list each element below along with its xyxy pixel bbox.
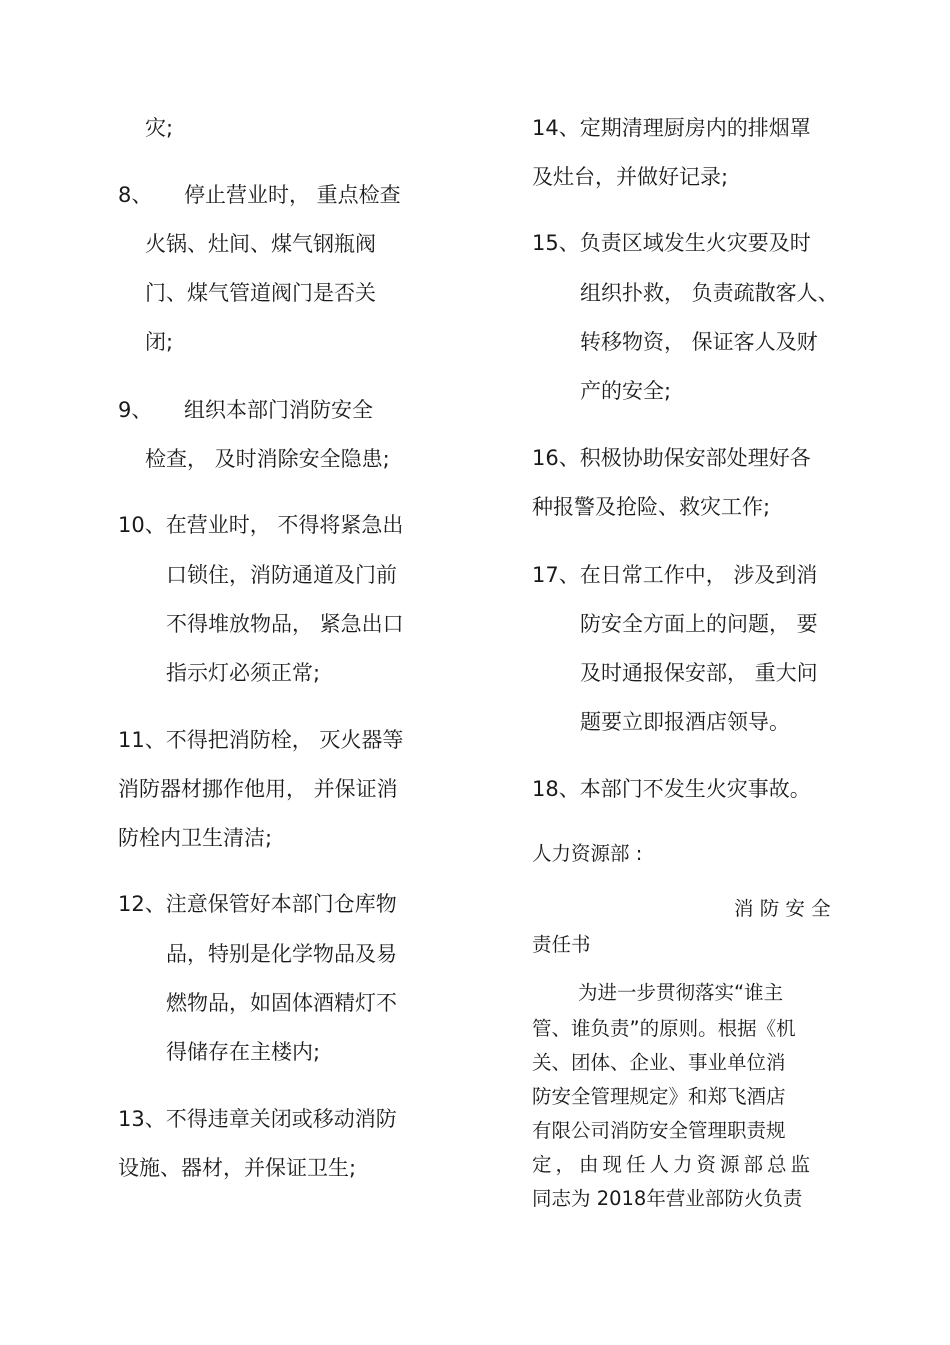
text-line: 组织扑救， 负责疏散客人、 xyxy=(580,281,839,305)
text-line: 防安全方面上的问题， 要 xyxy=(580,612,818,636)
text-line: 13、不得违章关闭或移动消防 xyxy=(118,1107,397,1131)
text-line: 组织本部门消防安全 xyxy=(184,398,373,422)
text-line: 10、在营业时， 不得将紧急出 xyxy=(118,513,404,537)
paragraph-line: 管、谁负责”的原则。根据《机 xyxy=(532,1017,796,1040)
item-number: 9、 xyxy=(118,398,153,422)
text-line: 不得堆放物品， 紧急出口 xyxy=(166,612,404,636)
paragraph-line: 定，由现任人力资源部总监 xyxy=(532,1153,815,1176)
paragraph-line: 有限公司消防安全管理职责规 xyxy=(532,1119,786,1142)
department-heading: 人力资源部 : xyxy=(532,842,643,865)
text-line: 16、积极协助保安部处理好各 xyxy=(532,446,811,470)
text-line: 门、煤气管道阀门是否关 xyxy=(145,281,376,305)
text-line: 题要立即报酒店领导。 xyxy=(580,710,790,734)
document-title: 消 防 安 全 xyxy=(734,897,831,920)
text-line: 及灶台，并做好记录; xyxy=(532,165,729,189)
text-line: 口锁住，消防通道及门前 xyxy=(166,563,397,587)
paragraph-line: 同志为 2018年营业部防火负责 xyxy=(532,1187,803,1210)
text-line: 11、不得把消防栓， 灭火器等 xyxy=(118,728,404,752)
paragraph-line: 为进一步贯彻落实“谁主 xyxy=(578,981,784,1004)
text-line: 转移物资， 保证客人及财 xyxy=(580,330,818,354)
text-line: 及时通报保安部， 重大问 xyxy=(580,661,818,685)
text-line: 火锅、灶间、煤气钢瓶阀 xyxy=(145,232,376,256)
paragraph-line: 防安全管理规定》和郑飞酒店 xyxy=(532,1085,786,1108)
text-line: 产的安全; xyxy=(580,379,672,403)
text-line: 14、定期清理厨房内的排烟罩 xyxy=(532,116,811,140)
text-line: 闭; xyxy=(145,330,174,354)
text-line: 检查， 及时消除安全隐患; xyxy=(145,447,390,471)
text-line: 指示灯必须正常; xyxy=(166,661,321,685)
text-line: 消防器材挪作他用， 并保证消 xyxy=(118,777,398,801)
text-line: 15、负责区域发生火灾要及时 xyxy=(532,231,811,255)
text-line: 品，特别是化学物品及易 xyxy=(166,942,397,966)
text-line: 种报警及抢险、救灾工作; xyxy=(532,495,771,519)
text-line: 灾; xyxy=(145,116,174,140)
text-line: 12、注意保管好本部门仓库物 xyxy=(118,892,397,916)
item-number: 8、 xyxy=(118,183,153,207)
text-line: 停止营业时， 重点检查 xyxy=(184,183,401,207)
text-line: 17、在日常工作中， 涉及到消 xyxy=(532,563,818,587)
text-line: 设施、器材，并保证卫生; xyxy=(118,1156,357,1180)
paragraph-line: 关、团体、企业、事业单位消 xyxy=(532,1051,786,1074)
text-line: 得储存在主楼内; xyxy=(166,1040,321,1064)
document-title-continued: 责任书 xyxy=(532,933,591,956)
text-line: 燃物品，如固体酒精灯不 xyxy=(166,991,397,1015)
text-line: 18、本部门不发生火灾事故。 xyxy=(532,777,811,801)
text-line: 防栓内卫生清洁; xyxy=(118,826,273,850)
